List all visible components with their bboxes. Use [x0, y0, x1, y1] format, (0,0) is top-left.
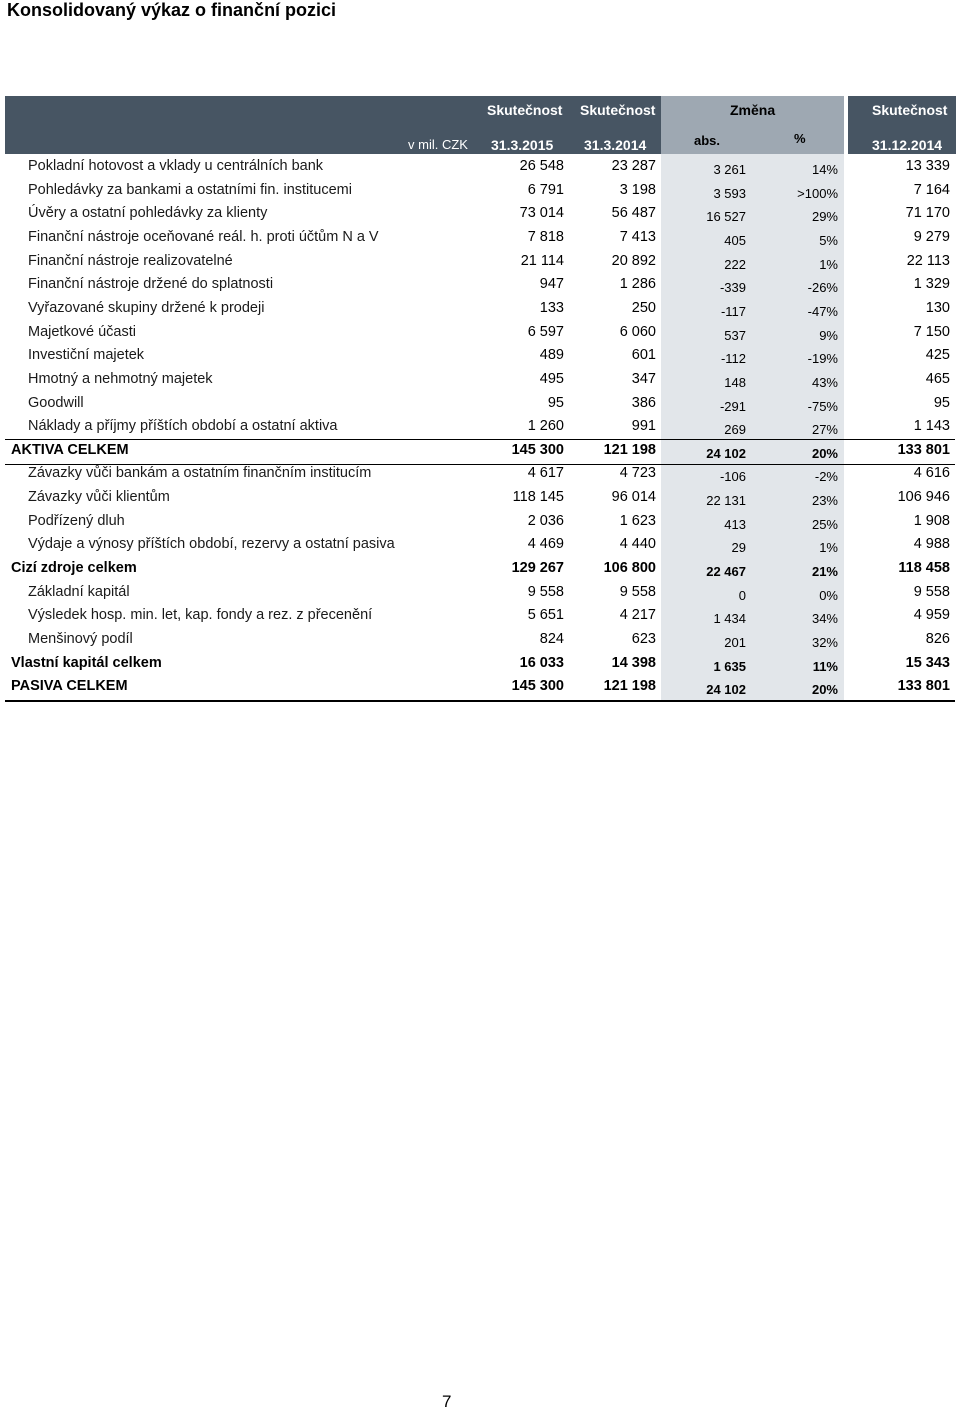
value-31-3-2014: 4 440 — [619, 536, 656, 553]
change-pct-header: % — [794, 131, 806, 146]
value-31-3-2014: 14 398 — [611, 654, 656, 671]
table-row — [0, 510, 960, 534]
change-header: Změna — [730, 102, 776, 118]
value-31-3-2015: 489 — [539, 347, 564, 364]
change-abs: -112 — [720, 351, 746, 367]
change-abs: 3 593 — [713, 185, 746, 201]
table-row — [0, 250, 960, 274]
change-pct: -75% — [807, 398, 838, 414]
table-row — [0, 297, 960, 321]
value-31-3-2015: 4 617 — [527, 465, 564, 482]
value-31-3-2015: 824 — [539, 631, 564, 647]
value-31-12-2014: 130 — [925, 299, 950, 316]
change-abs: 405 — [724, 232, 746, 248]
value-31-3-2015: 16 033 — [519, 654, 564, 671]
table-row — [0, 581, 960, 605]
total-row — [0, 439, 960, 463]
table-row — [0, 368, 960, 392]
change-pct: 11% — [812, 658, 838, 674]
change-pct: -26% — [807, 280, 838, 296]
row-label: Výdaje a výnosy příštích období, rezervy a ostatní pasiva — [28, 536, 395, 553]
value-31-3-2015: 2 036 — [527, 512, 564, 529]
value-31-12-2014: 4 616 — [913, 465, 950, 482]
row-label: Hmotný a nehmotný majetek — [28, 370, 213, 387]
change-abs: 1 635 — [713, 658, 746, 674]
value-31-3-2014: 347 — [631, 370, 656, 387]
value-31-3-2014: 250 — [631, 299, 656, 316]
row-label: Goodwill — [28, 394, 84, 411]
value-31-3-2014: 96 014 — [611, 489, 656, 506]
value-31-12-2014: 9 558 — [913, 583, 950, 600]
total-row — [0, 557, 960, 581]
value-31-3-2015: 129 267 — [511, 560, 564, 577]
value-31-3-2015: 7 818 — [527, 228, 564, 245]
table-row — [0, 462, 960, 486]
value-31-12-2014: 95 — [933, 394, 950, 411]
table-row — [0, 155, 960, 179]
change-abs: 3 261 — [713, 162, 746, 177]
value-31-12-2014: 7 164 — [913, 181, 950, 198]
value-31-3-2015: 495 — [539, 370, 564, 387]
col-a-date: 31.3.2015 — [491, 137, 554, 153]
table-row — [0, 179, 960, 203]
change-pct: 21% — [811, 564, 838, 580]
change-pct: 1% — [819, 540, 838, 556]
change-abs-header: abs. — [694, 133, 721, 148]
value-31-3-2015: 9 558 — [527, 583, 564, 600]
change-abs: 1 434 — [713, 611, 746, 627]
change-abs: 269 — [724, 422, 746, 438]
value-31-3-2014: 623 — [631, 631, 656, 647]
change-pct: -47% — [807, 303, 838, 319]
value-31-3-2014: 56 487 — [611, 205, 656, 222]
row-label: AKTIVA CELKEM — [11, 441, 129, 458]
row-label: Finanční nástroje oceňované reál. h. proti účtům N a V — [28, 228, 379, 245]
row-label: Cizí zdroje celkem — [11, 560, 137, 577]
change-abs: 24 102 — [706, 682, 746, 698]
row-label: Závazky vůči klientům — [28, 489, 170, 506]
table-row — [0, 628, 960, 652]
col-a-header: Skutečnost — [487, 102, 563, 118]
value-31-12-2014: 465 — [925, 370, 950, 387]
change-pct: 27% — [811, 422, 838, 438]
value-31-3-2015: 145 300 — [511, 441, 564, 458]
change-abs: -117 — [720, 303, 746, 319]
value-31-3-2014: 386 — [631, 394, 656, 411]
value-31-3-2014: 3 198 — [619, 181, 656, 198]
row-label: Základní kapitál — [28, 583, 130, 600]
value-31-3-2014: 9 558 — [619, 583, 656, 600]
value-31-3-2015: 118 145 — [512, 489, 564, 506]
value-31-12-2014: 425 — [925, 347, 950, 364]
col-e-header: Skutečnost — [872, 102, 948, 118]
value-31-3-2015: 6 597 — [527, 323, 564, 340]
value-31-12-2014: 133 801 — [897, 441, 950, 458]
row-label: Finanční nástroje držené do splatnosti — [28, 276, 274, 293]
row-label: Pokladní hotovost a vklady u centrálních bank — [28, 158, 324, 174]
change-pct: 43% — [811, 374, 838, 390]
value-31-12-2014: 13 339 — [905, 158, 950, 174]
change-pct: 34% — [811, 611, 838, 627]
row-label: Výsledek hosp. min. let, kap. fondy a rez. z přecenění — [28, 607, 373, 624]
row-label: Úvěry a ostatní pohledávky za klienty — [28, 205, 268, 222]
row-label: Náklady a příjmy příštích období a ostatní aktiva — [28, 418, 338, 435]
value-31-3-2014: 121 198 — [603, 678, 656, 695]
col-b-header: Skutečnost — [580, 102, 656, 118]
value-31-3-2015: 947 — [539, 276, 564, 293]
value-31-3-2014: 4 217 — [619, 607, 656, 624]
table-row — [0, 392, 960, 416]
row-label: Pohledávky za bankami a ostatními fin. institucemi — [28, 181, 352, 198]
value-31-3-2015: 73 014 — [519, 205, 564, 222]
value-31-12-2014: 133 801 — [897, 678, 950, 695]
change-pct: 23% — [811, 493, 838, 509]
value-31-12-2014: 4 988 — [913, 536, 950, 553]
change-pct: 20% — [811, 445, 838, 461]
change-abs: 22 131 — [706, 493, 746, 509]
table-row — [0, 202, 960, 226]
change-abs: 24 102 — [706, 445, 746, 461]
row-label: Vlastní kapitál celkem — [11, 654, 162, 671]
value-31-12-2014: 1 908 — [913, 512, 950, 529]
value-31-3-2015: 95 — [547, 394, 564, 411]
value-31-12-2014: 1 143 — [913, 418, 950, 435]
change-abs: 537 — [724, 327, 746, 343]
change-abs: 16 527 — [706, 209, 746, 225]
row-label: Vyřazované skupiny držené k prodeji — [28, 299, 265, 316]
value-31-3-2014: 6 060 — [619, 323, 656, 340]
value-31-3-2014: 23 287 — [611, 158, 656, 174]
value-31-12-2014: 15 343 — [905, 654, 950, 671]
value-31-12-2014: 106 946 — [897, 489, 950, 506]
value-31-3-2014: 4 723 — [619, 465, 656, 482]
value-31-12-2014: 1 329 — [913, 276, 950, 293]
row-label: Podřízený dluh — [28, 512, 125, 529]
value-31-3-2015: 21 114 — [520, 252, 564, 269]
value-31-3-2014: 106 800 — [603, 560, 656, 577]
divider-end — [5, 700, 955, 702]
table-row — [0, 486, 960, 510]
value-31-3-2015: 5 651 — [527, 607, 564, 624]
value-31-3-2015: 145 300 — [511, 678, 564, 695]
change-abs: 148 — [724, 374, 746, 390]
change-pct: >100% — [797, 185, 838, 201]
table-row — [0, 321, 960, 345]
value-31-3-2014: 601 — [631, 347, 656, 364]
change-pct: -2% — [814, 469, 838, 485]
table-row — [0, 533, 960, 557]
table-row — [0, 273, 960, 297]
value-31-12-2014: 22 113 — [906, 252, 950, 269]
value-31-3-2014: 20 892 — [611, 252, 656, 269]
col-b-date: 31.3.2014 — [584, 137, 647, 153]
change-abs: -106 — [719, 469, 746, 485]
value-31-3-2014: 121 198 — [603, 441, 656, 458]
value-31-12-2014: 4 959 — [913, 607, 950, 624]
change-abs: 222 — [724, 256, 746, 272]
change-pct: 14% — [811, 162, 838, 177]
change-abs: 413 — [724, 516, 746, 532]
change-pct: 29% — [811, 209, 838, 225]
header-band-main — [5, 96, 661, 154]
change-pct: -19% — [807, 351, 838, 367]
change-abs: -291 — [719, 398, 746, 414]
value-31-12-2014: 826 — [925, 631, 950, 647]
value-31-3-2015: 1 260 — [527, 418, 564, 435]
table-row — [0, 415, 960, 439]
row-label: Závazky vůči bankám a ostatním finančním institucím — [28, 465, 372, 482]
row-label: Menšinový podíl — [28, 631, 133, 647]
change-abs: 29 — [731, 540, 746, 556]
value-31-3-2014: 1 623 — [619, 512, 656, 529]
table-row — [0, 226, 960, 250]
row-label: Investiční majetek — [28, 347, 145, 364]
header-separator — [844, 96, 848, 154]
row-label: Majetkové účasti — [28, 323, 136, 340]
total-row — [0, 652, 960, 676]
row-label: Finanční nástroje realizovatelné — [28, 252, 233, 269]
value-31-3-2015: 4 469 — [527, 536, 564, 553]
col-e-date: 31.12.2014 — [872, 137, 943, 153]
row-label: PASIVA CELKEM — [11, 678, 128, 695]
page-number: 7 — [442, 1392, 452, 1411]
change-pct: 32% — [811, 635, 838, 650]
value-31-12-2014: 9 279 — [913, 228, 950, 245]
table-row — [0, 344, 960, 368]
unit-label: v mil. CZK — [408, 137, 468, 152]
page-title: Konsolidovaný výkaz o finanční pozici — [7, 0, 337, 20]
change-abs: 201 — [724, 635, 746, 650]
change-pct: 20% — [811, 682, 838, 698]
value-31-3-2014: 7 413 — [619, 228, 656, 245]
value-31-12-2014: 7 150 — [913, 323, 950, 340]
change-pct: 1% — [819, 256, 838, 272]
value-31-12-2014: 71 170 — [905, 205, 950, 222]
value-31-3-2015: 26 548 — [519, 158, 564, 174]
divider-aktiva-bottom — [5, 464, 955, 465]
change-abs: 22 467 — [706, 564, 746, 580]
table-row — [0, 604, 960, 628]
value-31-3-2015: 6 791 — [527, 181, 564, 198]
change-abs: -339 — [719, 280, 746, 296]
divider-aktiva — [5, 439, 955, 440]
value-31-3-2014: 1 286 — [619, 276, 656, 293]
change-abs: 0 — [738, 587, 746, 603]
change-pct: 0% — [819, 587, 838, 603]
value-31-3-2014: 991 — [631, 418, 656, 435]
value-31-3-2015: 133 — [539, 299, 564, 316]
total-row — [0, 675, 960, 699]
value-31-12-2014: 118 458 — [898, 560, 950, 577]
change-pct: 9% — [819, 327, 838, 343]
change-pct: 25% — [811, 516, 838, 532]
change-pct: 5% — [819, 232, 838, 248]
